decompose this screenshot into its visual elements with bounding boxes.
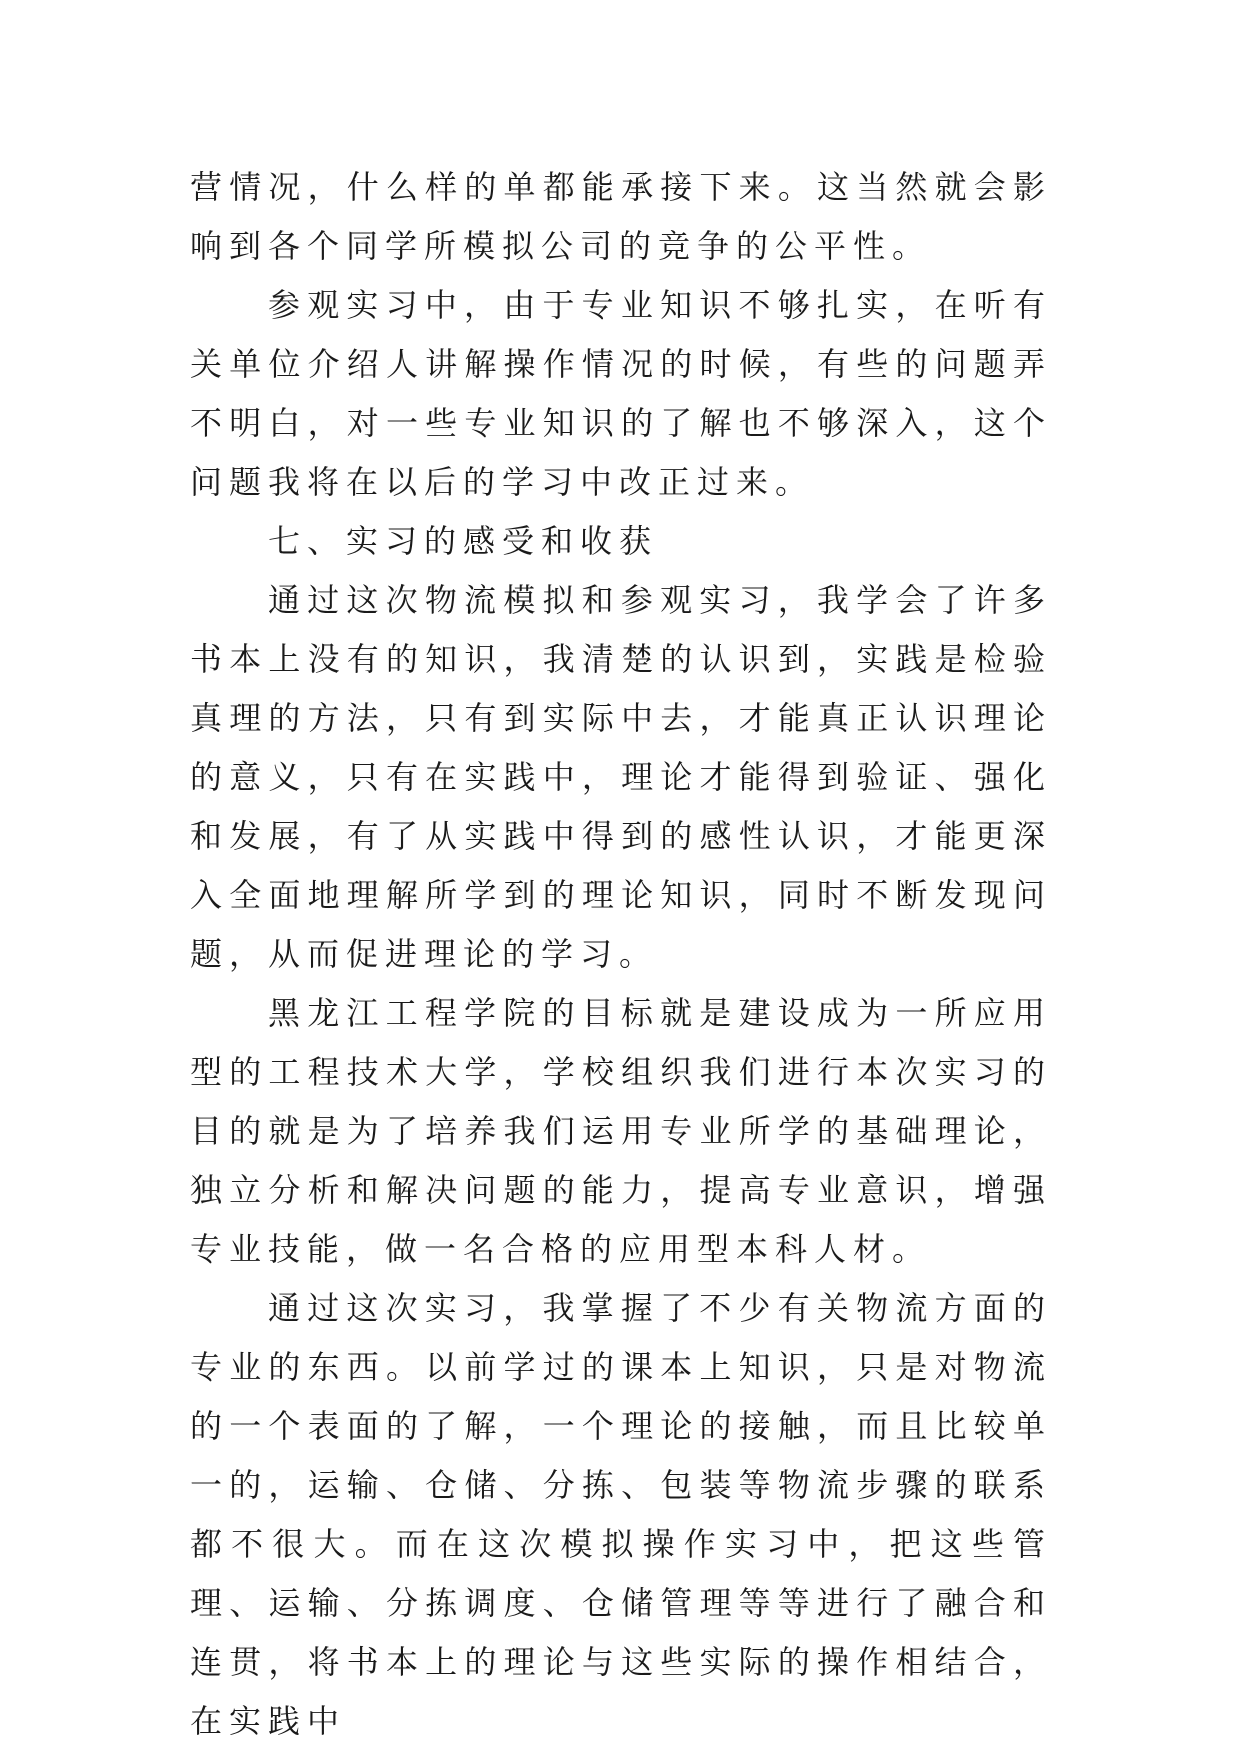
paragraph: 参观实习中，由于专业知识不够扎实，在听有关单位介绍人讲解操作情况的时候，有些的问题弄不明白，对一些专业知识的了解也不够深入，这个问题我将在以后的学习中改正过来。: [190, 286, 1052, 501]
paragraph: 通过这次实习，我掌握了不少有关物流方面的专业的东西。以前学过的课本上知识，只是对物流的一个表面的了解，一个理论的接触，而且比较单一的，运输、仓储、分拣、包装等物流步骤的联系都不很大。而在这次模拟操作实习中，把这些管理、运输、分拣调度、仓储管理等等进行了融合和连贯，将书本上的理论与这些实际的操作相结合，在实践中: [190, 1289, 1052, 1740]
paragraph: 黑龙江工程学院的目标就是建设成为一所应用型的工程技术大学，学校组织我们进行本次实习的目的就是为了培养我们运用专业所学的基础理论，独立分析和解决问题的能力，提高专业意识，增强专业技能，做一名合格的应用型本科人材。: [190, 994, 1052, 1268]
paragraph: 营情况，什么样的单都能承接下来。这当然就会影响到各个同学所模拟公司的竞争的公平性。: [190, 168, 1052, 265]
paragraph: 通过这次物流模拟和参观实习，我学会了许多书本上没有的知识，我清楚的认识到，实践是检验真理的方法，只有到实际中去，才能真正认识理论的意义，只有在实践中，理论才能得到验证、强化和发展，有了从实践中得到的感性认识，才能更深入全面地理解所学到的理论知识，同时不断发现问题，从而促进理论的学习。: [190, 581, 1052, 973]
section-heading: 七、实习的感受和收获: [268, 522, 659, 560]
body-text: [190, 158, 1052, 1751]
